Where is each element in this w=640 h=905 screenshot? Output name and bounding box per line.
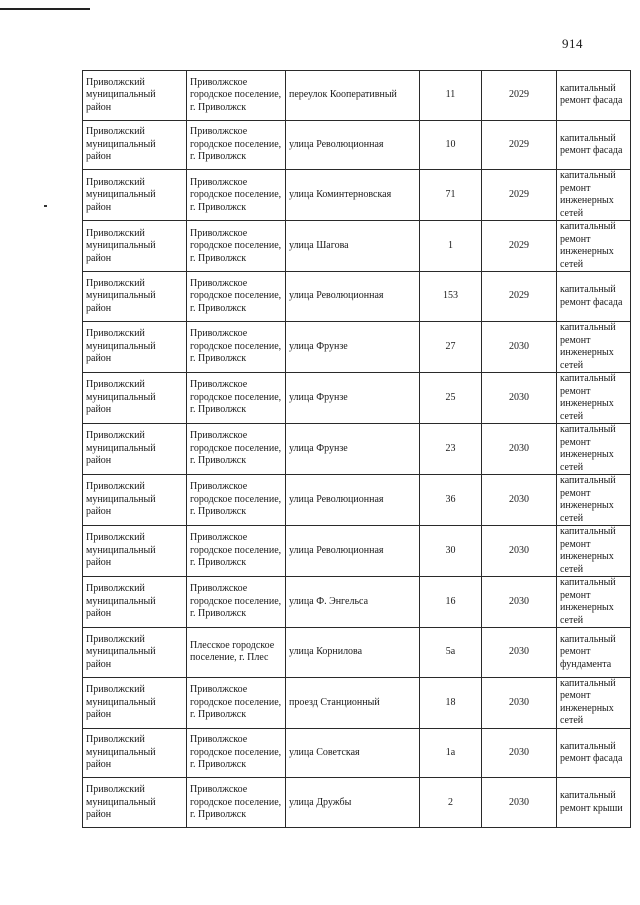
work-type-cell: капитальный ремонт инженерных сетей [557, 577, 631, 628]
street-cell: улица Дружбы [286, 778, 420, 828]
street-cell: улица Советская [286, 728, 420, 778]
work-type-cell: капитальный ремонт инженерных сетей [557, 322, 631, 373]
district-cell: Приволжский муниципальный район [83, 322, 187, 373]
settlement-cell: Приволжское городское поселение, г. Приволжск [187, 728, 286, 778]
district-cell: Приволжский муниципальный район [83, 728, 187, 778]
year-cell: 2030 [482, 677, 557, 728]
house-number-cell: 36 [420, 475, 482, 526]
year-cell: 2030 [482, 424, 557, 475]
settlement-cell: Приволжское городское поселение, г. Приволжск [187, 373, 286, 424]
table-row [83, 424, 631, 475]
settlement-cell: Приволжское городское поселение, г. Приволжск [187, 272, 286, 322]
year-cell: 2030 [482, 577, 557, 628]
work-type-cell: капитальный ремонт фасада [557, 120, 631, 170]
house-number-cell: 27 [420, 322, 482, 373]
house-number-cell: 25 [420, 373, 482, 424]
house-number-cell: 153 [420, 272, 482, 322]
table-row [83, 170, 631, 221]
district-cell: Приволжский муниципальный район [83, 526, 187, 577]
year-cell: 2029 [482, 272, 557, 322]
work-type-cell: капитальный ремонт инженерных сетей [557, 526, 631, 577]
settlement-cell: Приволжское городское поселение, г. Приволжск [187, 577, 286, 628]
settlement-cell: Приволжское городское поселение, г. Приволжск [187, 221, 286, 272]
work-type-cell: капитальный ремонт инженерных сетей [557, 373, 631, 424]
work-type-cell: капитальный ремонт фасада [557, 272, 631, 322]
year-cell: 2029 [482, 120, 557, 170]
street-cell: улица Фрунзе [286, 373, 420, 424]
work-type-cell: капитальный ремонт инженерных сетей [557, 170, 631, 221]
street-cell: переулок Кооперативный [286, 71, 420, 121]
settlement-cell: Приволжское городское поселение, г. Приволжск [187, 71, 286, 121]
table-row [83, 475, 631, 526]
house-number-cell: 71 [420, 170, 482, 221]
repair-schedule-table [82, 70, 631, 828]
year-cell: 2030 [482, 322, 557, 373]
table-row [83, 778, 631, 828]
district-cell: Приволжский муниципальный район [83, 373, 187, 424]
street-cell: проезд Станционный [286, 677, 420, 728]
district-cell: Приволжский муниципальный район [83, 120, 187, 170]
street-cell: улица Революционная [286, 272, 420, 322]
settlement-cell: Приволжское городское поселение, г. Приволжск [187, 778, 286, 828]
margin-mark [44, 205, 47, 207]
settlement-cell: Приволжское городское поселение, г. Приволжск [187, 677, 286, 728]
year-cell: 2029 [482, 170, 557, 221]
house-number-cell: 1а [420, 728, 482, 778]
district-cell: Приволжский муниципальный район [83, 628, 187, 678]
work-type-cell: капитальный ремонт инженерных сетей [557, 221, 631, 272]
table-row [83, 120, 631, 170]
table-body [83, 71, 631, 828]
street-cell: улица Революционная [286, 526, 420, 577]
street-cell: улица Фрунзе [286, 322, 420, 373]
table-row [83, 272, 631, 322]
house-number-cell: 11 [420, 71, 482, 121]
house-number-cell: 18 [420, 677, 482, 728]
district-cell: Приволжский муниципальный район [83, 475, 187, 526]
work-type-cell: капитальный ремонт фасада [557, 728, 631, 778]
house-number-cell: 30 [420, 526, 482, 577]
table-row [83, 577, 631, 628]
year-cell: 2029 [482, 221, 557, 272]
settlement-cell: Приволжское городское поселение, г. Приволжск [187, 424, 286, 475]
year-cell: 2030 [482, 526, 557, 577]
year-cell: 2030 [482, 778, 557, 828]
table-row [83, 373, 631, 424]
settlement-cell: Приволжское городское поселение, г. Приволжск [187, 526, 286, 577]
street-cell: улица Революционная [286, 120, 420, 170]
year-cell: 2030 [482, 628, 557, 678]
work-type-cell: капитальный ремонт фундамента [557, 628, 631, 678]
house-number-cell: 2 [420, 778, 482, 828]
district-cell: Приволжский муниципальный район [83, 272, 187, 322]
district-cell: Приволжский муниципальный район [83, 71, 187, 121]
top-rule [0, 8, 90, 10]
table-row [83, 628, 631, 678]
table-row [83, 728, 631, 778]
street-cell: улица Фрунзе [286, 424, 420, 475]
work-type-cell: капитальный ремонт фасада [557, 71, 631, 121]
street-cell: улица Ф. Энгельса [286, 577, 420, 628]
work-type-cell: капитальный ремонт инженерных сетей [557, 677, 631, 728]
house-number-cell: 1 [420, 221, 482, 272]
settlement-cell: Приволжское городское поселение, г. Приволжск [187, 475, 286, 526]
year-cell: 2030 [482, 728, 557, 778]
table-row [83, 677, 631, 728]
settlement-cell: Приволжское городское поселение, г. Приволжск [187, 322, 286, 373]
settlement-cell: Плесское городское поселение, г. Плес [187, 628, 286, 678]
work-type-cell: капитальный ремонт инженерных сетей [557, 475, 631, 526]
table-row [83, 322, 631, 373]
district-cell: Приволжский муниципальный район [83, 677, 187, 728]
settlement-cell: Приволжское городское поселение, г. Приволжск [187, 120, 286, 170]
settlement-cell: Приволжское городское поселение, г. Приволжск [187, 170, 286, 221]
year-cell: 2030 [482, 373, 557, 424]
house-number-cell: 5а [420, 628, 482, 678]
year-cell: 2030 [482, 475, 557, 526]
table-row [83, 221, 631, 272]
street-cell: улица Революционная [286, 475, 420, 526]
page-number: 914 [562, 36, 583, 51]
street-cell: улица Шагова [286, 221, 420, 272]
work-type-cell: капитальный ремонт инженерных сетей [557, 424, 631, 475]
district-cell: Приволжский муниципальный район [83, 778, 187, 828]
district-cell: Приволжский муниципальный район [83, 577, 187, 628]
street-cell: улица Корнилова [286, 628, 420, 678]
work-type-cell: капитальный ремонт крыши [557, 778, 631, 828]
district-cell: Приволжский муниципальный район [83, 221, 187, 272]
house-number-cell: 16 [420, 577, 482, 628]
house-number-cell: 23 [420, 424, 482, 475]
house-number-cell: 10 [420, 120, 482, 170]
year-cell: 2029 [482, 71, 557, 121]
district-cell: Приволжский муниципальный район [83, 170, 187, 221]
district-cell: Приволжский муниципальный район [83, 424, 187, 475]
table-row [83, 71, 631, 121]
table-row [83, 526, 631, 577]
street-cell: улица Коминтерновская [286, 170, 420, 221]
